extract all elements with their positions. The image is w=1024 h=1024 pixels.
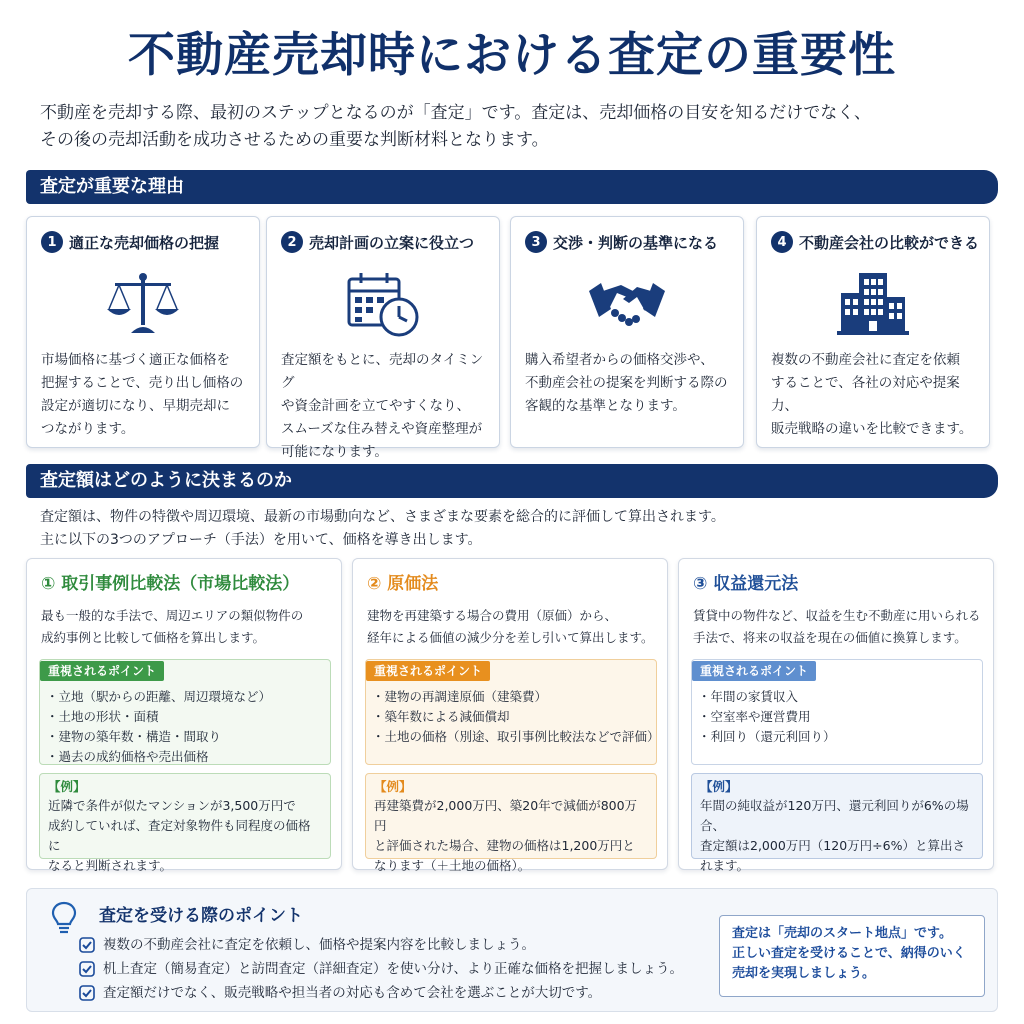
calendar-clock-icon xyxy=(343,269,423,339)
desc-line: 手法で、将来の収益を現在の価値に換算します。 xyxy=(693,630,967,645)
desc-line: 販売戦略の違いを比較できます。 xyxy=(771,421,973,437)
example-line: なります（＋土地の価格）。 xyxy=(374,858,531,873)
example-line: 年間の純収益が120万円、還元利回りが6%の場合、 xyxy=(700,798,969,833)
desc-line: することで、各社の対応や提案力、 xyxy=(771,375,960,414)
example-text xyxy=(374,796,648,876)
list-item: ・土地の価格（別途、取引事例比較法などで評価） xyxy=(372,729,660,744)
method-title: ① 取引事例比較法（市場比較法） xyxy=(41,574,300,594)
example-line: 近隣で条件が似たマンションが3,500万円で xyxy=(48,798,296,813)
example-box xyxy=(365,773,657,873)
buildings-icon xyxy=(833,269,913,339)
intro-line: 査定額は、物件の特徴や周辺環境、最新の市場動向など、さまざまな要素を総合的に評価して算出されます。 xyxy=(40,509,725,525)
checkbox-check-icon xyxy=(79,985,95,1001)
methods-intro xyxy=(40,506,1000,552)
lightbulb-icon xyxy=(51,901,77,935)
example-box xyxy=(691,773,983,873)
list-item: ・建物の築年数・構造・間取り xyxy=(46,729,222,744)
desc-line: や資金計画を立てやすくなり、 xyxy=(281,398,470,414)
desc-line: 複数の不動産会社に査定を依頼 xyxy=(771,352,960,368)
example-text xyxy=(48,796,322,876)
reason-title: 売却計画の立案に役立つ xyxy=(309,233,475,252)
tip-text: 査定額だけでなく、販売戦略や担当者の対応も含めて会社を選ぶことが大切です。 xyxy=(103,985,602,1001)
reason-title: 適正な売却価格の把握 xyxy=(69,233,220,252)
checkbox-check-icon xyxy=(79,937,95,953)
example-line: 査定額は2,000万円（120万円÷6%）と算出されます。 xyxy=(700,838,965,873)
scale-icon xyxy=(103,269,183,339)
page-title: 不動産売却時における査定の重要性 xyxy=(128,28,896,83)
tips-list xyxy=(79,933,683,1005)
list-item: ・過去の成約価格や売出価格 xyxy=(46,749,209,764)
method-card-cost xyxy=(352,558,668,873)
desc-line: 経年による価値の減少分を差し引いて算出します。 xyxy=(367,630,654,645)
tips-panel xyxy=(26,888,998,1012)
key-points-box xyxy=(691,659,983,765)
handshake-icon xyxy=(587,269,667,339)
desc-line: 市場価格に基づく適正な価格を xyxy=(41,352,230,368)
list-item xyxy=(79,933,683,957)
desc-line: 賃貸中の物件など、収益を生む不動産に用いられる xyxy=(693,608,981,623)
example-line: 再建築費が2,000万円、築20年で減価が800万円 xyxy=(374,798,638,833)
list-item xyxy=(79,981,683,1005)
key-points-box xyxy=(39,659,331,765)
example-line: と評価された場合、建物の価格は1,200万円と xyxy=(374,838,635,853)
example-label: 【例】 xyxy=(48,779,86,794)
number-badge: 4 xyxy=(771,231,793,253)
number-badge: 1 xyxy=(41,231,63,253)
list-item: ・空室率や運営費用 xyxy=(698,709,811,724)
summary-note xyxy=(719,915,985,997)
list-item: ・利回り（還元利回り） xyxy=(698,729,836,744)
method-description xyxy=(41,605,335,649)
number-badge: 2 xyxy=(281,231,303,253)
intro-line: その後の売却活動を成功させるための重要な判断材料となります。 xyxy=(40,130,549,150)
example-label: 【例】 xyxy=(374,779,412,794)
desc-line: 建物を再建築する場合の費用（原価）から、 xyxy=(367,608,618,623)
method-description xyxy=(693,605,987,649)
desc-line: 最も一般的な手法で、周辺エリアの類似物件の xyxy=(41,608,304,623)
desc-line: 設定が適切になり、早期売却に xyxy=(41,398,230,414)
reason-description xyxy=(281,349,489,464)
reason-card-1 xyxy=(26,216,260,448)
method-card-comparison xyxy=(26,558,342,873)
desc-line: 査定額をもとに、売却のタイミング xyxy=(281,352,484,391)
key-points-list xyxy=(366,681,660,747)
reason-description xyxy=(771,349,979,441)
section-header-reasons: 査定が重要な理由 xyxy=(26,170,998,204)
reason-heading xyxy=(525,231,737,253)
list-item: ・築年数による減価償却 xyxy=(372,709,510,724)
checkbox-check-icon xyxy=(79,961,95,977)
reason-heading xyxy=(281,231,493,253)
tip-text: 複数の不動産会社に査定を依頼し、価格や提案内容を比較しましょう。 xyxy=(103,937,535,953)
key-points-badge: 重視されるポイント xyxy=(692,661,816,681)
method-title: ② 原価法 xyxy=(367,574,439,594)
list-item: ・土地の形状・面積 xyxy=(46,709,159,724)
intro-text xyxy=(40,100,990,154)
method-title: ③ 収益還元法 xyxy=(693,574,799,594)
reason-title: 交渉・判断の基準になる xyxy=(553,233,719,252)
example-line: なると判断されます。 xyxy=(48,858,173,873)
example-line: 成約していれば、査定対象物件も同程度の価格に xyxy=(48,818,311,853)
desc-line: 購入希望者からの価格交渉や、 xyxy=(525,352,714,368)
section-header-methods: 査定額はどのように決まるのか xyxy=(26,464,998,498)
intro-line: 不動産を売却する際、最初のステップとなるのが「査定」です。査定は、売却価格の目安を知るだけでなく、 xyxy=(40,103,871,123)
key-points-box xyxy=(365,659,660,765)
reason-description xyxy=(525,349,733,418)
reason-card-3 xyxy=(510,216,744,448)
list-item: ・建物の再調達原価（建築費） xyxy=(372,689,548,704)
note-line: 査定は「売却のスタート地点」です。 xyxy=(732,926,952,941)
desc-line: 把握することで、売り出し価格の xyxy=(41,375,244,391)
desc-line: スムーズな住み替えや資産整理が xyxy=(281,421,483,437)
tip-text: 机上査定（簡易査定）と訪問査定（詳細査定）を使い分け、より正確な価格を把握しましょう。 xyxy=(103,961,683,977)
example-label: 【例】 xyxy=(700,779,738,794)
reason-card-4 xyxy=(756,216,990,448)
desc-line: 可能になります。 xyxy=(281,444,388,460)
tips-title: 査定を受ける際のポイント xyxy=(99,906,303,926)
note-line: 正しい査定を受けることで、納得のいく xyxy=(732,946,966,961)
key-points-badge: 重視されるポイント xyxy=(366,661,490,681)
key-points-list xyxy=(40,681,330,767)
reason-card-2 xyxy=(266,216,500,460)
key-points-list xyxy=(692,681,982,747)
list-item xyxy=(79,957,683,981)
list-item: ・立地（駅からの距離、周辺環境など） xyxy=(46,689,272,704)
key-points-badge: 重視されるポイント xyxy=(40,661,164,681)
number-badge: 3 xyxy=(525,231,547,253)
reason-title: 不動産会社の比較ができる xyxy=(799,233,980,252)
note-line: 売却を実現しましょう。 xyxy=(732,966,876,981)
reason-heading xyxy=(41,231,253,253)
reason-description xyxy=(41,349,249,441)
intro-line: 主に以下の3つのアプローチ（手法）を用いて、価格を導き出します。 xyxy=(40,532,482,548)
example-text xyxy=(700,796,974,876)
method-description xyxy=(367,605,661,649)
reason-heading xyxy=(771,231,983,253)
desc-line: 成約事例と比較して価格を算出します。 xyxy=(41,630,266,645)
method-card-income xyxy=(678,558,994,873)
desc-line: 不動産会社の提案を判断する際の xyxy=(525,375,728,391)
desc-line: つながります。 xyxy=(41,421,135,437)
example-box xyxy=(39,773,331,873)
desc-line: 客観的な基準となります。 xyxy=(525,398,686,414)
list-item: ・年間の家賃収入 xyxy=(698,689,799,704)
